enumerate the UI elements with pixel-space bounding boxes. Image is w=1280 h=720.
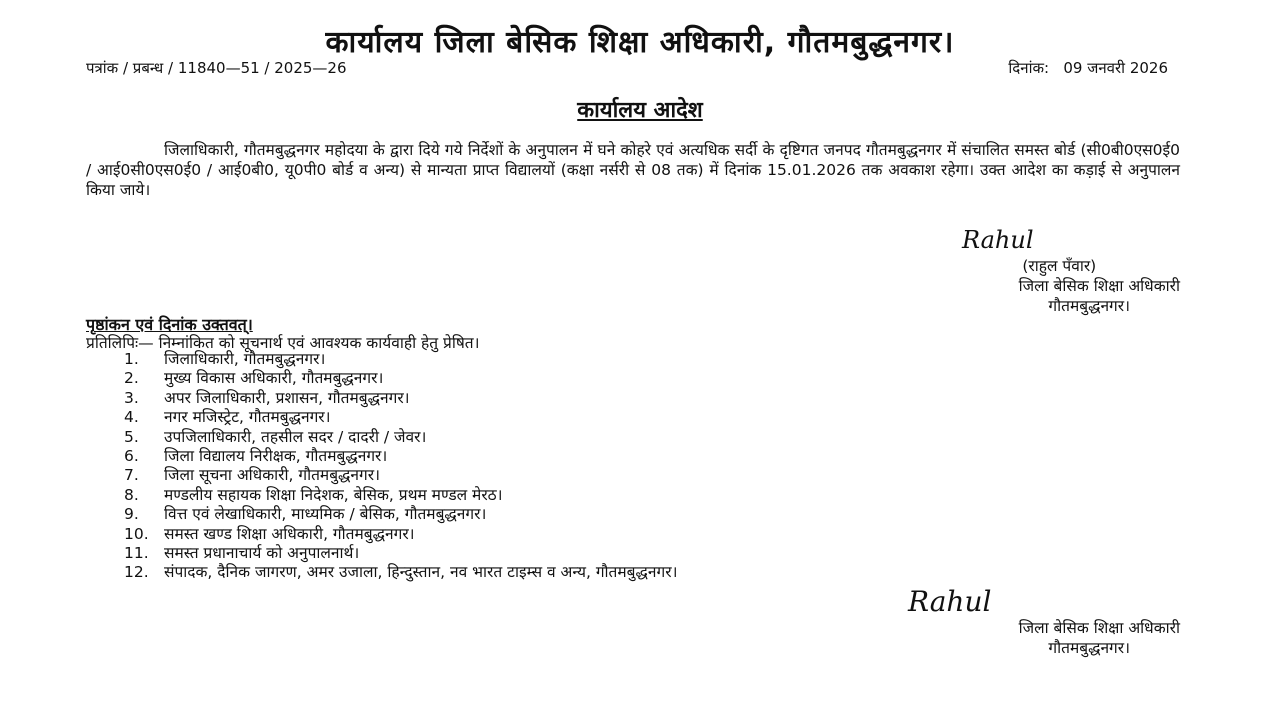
date-line — [1008, 58, 1168, 78]
item-number: 2. — [124, 369, 139, 388]
item-text: वित्त एवं लेखाधिकारी, माध्यमिक / बेसिक, गौतमबुद्धनगर। — [164, 505, 487, 524]
item-text: मण्डलीय सहायक शिक्षा निदेशक, बेसिक, प्रथम मण्डल मेरठ। — [164, 485, 503, 504]
office-title: कार्यालय जिला बेसिक शिक्षा अधिकारी, गौतमबुद्धनगर। — [325, 25, 955, 60]
endorsement-title: पृष्ठांकन एवं दिनांक उक्तवत्। — [86, 315, 253, 334]
item-number: 9. — [124, 505, 139, 524]
order-heading — [0, 94, 1280, 124]
date-label: दिनांक: — [1008, 59, 1050, 77]
item-text: जिला सूचना अधिकारी, गौतमबुद्धनगर। — [164, 466, 380, 485]
signatory-location: गौतमबुद्धनगर। — [1048, 297, 1130, 315]
item-text: संपादक, दैनिक जागरण, अमर उजाला, हिन्दुस्तान, नव भारत टाइम्स व अन्य, गौतमबुद्धनगर। — [164, 563, 678, 582]
copy-recipient-item — [124, 544, 677, 563]
copy-recipient-item — [124, 486, 677, 505]
item-text: उपजिलाधिकारी, तहसील सदर / दादरी / जेवर। — [164, 427, 427, 446]
item-text: मुख्य विकास अधिकारी, गौतमबुद्धनगर। — [164, 369, 384, 388]
order-heading-text: कार्यालय आदेश — [577, 98, 703, 123]
signature-1: Rahul — [962, 226, 1034, 254]
copy-to-line: प्रतिलिपिः— निम्नांकित को सूचनार्थ एवं आवश्यक कार्यवाही हेतु प्रेषित। — [86, 334, 480, 352]
copy-recipient-item — [124, 428, 677, 447]
item-number: 6. — [124, 447, 139, 466]
date-value: 09 जनवरी 2026 — [1063, 59, 1168, 77]
copy-recipient-item — [124, 505, 677, 524]
reference-number: पत्रांक / प्रबन्ध / 11840—51 / 2025—26 — [86, 59, 347, 77]
signature-2-block — [1019, 618, 1180, 658]
order-body-text: जिलाधिकारी, गौतमबुद्धनगर महोदया के द्वारा दिये गये निर्देशों के अनुपालन में घने कोहरे एवं अत्यधिक सर्दी के दृष्टिगत जनपद गौतमबुद्धनगर में संचालित समस्त बोर्ड (सी0बी0एस0ई0 / आई0सी0एस0ई0 / आई0बी0, यू0पी0 बोर्ड व अन्य) से मान्यता प्राप्त विद्यालयों (कक्षा नर्सरी से 08 तक) में दिनांक 15.01.2026 तक अवकाश रहेगा। उक्त आदेश का कड़ाई से अनुपालन किया जाये। — [86, 141, 1180, 199]
item-text: समस्त प्रधानाचार्य को अनुपालनार्थ। — [164, 544, 360, 563]
item-text: अपर जिलाधिकारी, प्रशासन, गौतमबुद्धनगर। — [164, 388, 410, 407]
item-text: नगर मजिस्ट्रेट, गौतमबुद्धनगर। — [164, 408, 331, 427]
item-number: 10. — [124, 524, 149, 543]
item-number: 3. — [124, 388, 139, 407]
signatory-2-location: गौतमबुद्धनगर। — [1048, 639, 1130, 657]
order-body — [86, 140, 1180, 200]
copy-recipient-item — [124, 408, 677, 427]
item-number: 1. — [124, 350, 139, 368]
copy-recipient-item — [124, 389, 677, 408]
item-number: 7. — [124, 466, 139, 485]
copy-recipient-item — [124, 525, 677, 544]
copy-recipient-list — [124, 350, 677, 583]
item-number: 5. — [124, 427, 139, 446]
copy-recipient-item — [124, 447, 677, 466]
copy-recipient-item — [124, 350, 677, 369]
item-number: 8. — [124, 485, 139, 504]
signatory-designation: जिला बेसिक शिक्षा अधिकारी — [1018, 277, 1180, 295]
signature-1-block — [1019, 256, 1180, 316]
item-number: 11. — [124, 544, 149, 563]
signatory-name: (राहुल पँवार) — [1022, 257, 1097, 275]
item-text: समस्त खण्ड शिक्षा अधिकारी, गौतमबुद्धनगर। — [164, 524, 415, 543]
copy-recipient-item — [124, 563, 677, 582]
item-number: 12. — [124, 563, 149, 582]
item-number: 4. — [124, 408, 139, 427]
copy-recipient-item — [124, 466, 677, 485]
signatory-2-designation: जिला बेसिक शिक्षा अधिकारी — [1018, 619, 1180, 637]
copy-recipient-item — [124, 369, 677, 388]
item-text: जिला विद्यालय निरीक्षक, गौतमबुद्धनगर। — [164, 447, 388, 466]
item-text: जिलाधिकारी, गौतमबुद्धनगर। — [164, 350, 326, 368]
signature-2: Rahul — [908, 585, 992, 618]
